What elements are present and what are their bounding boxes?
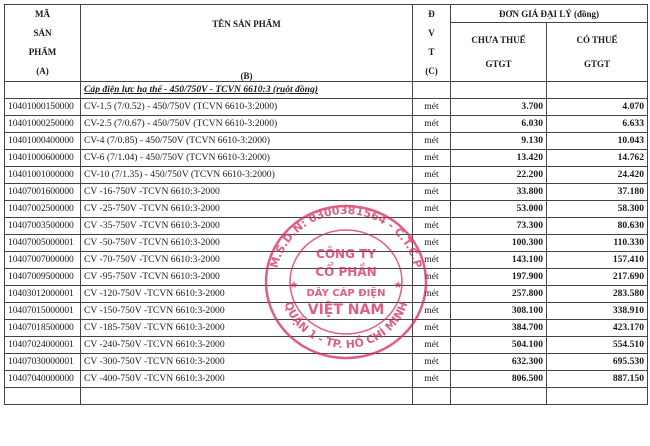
header-code-line3: PHẨM [28, 47, 57, 57]
svg-text:M.S.D.N: 0300381564 - C.T.C.P: M.S.D.N: 0300381564 - C.T.C.P [267, 203, 425, 270]
product-code: 10407018500000 [5, 320, 81, 337]
product-name: CV -25-750V -TCVN 6610:3-2000 [81, 201, 413, 218]
product-name: CV -300-750V -TCVN 6610:3-2000 [81, 354, 413, 371]
product-rows [5, 99, 648, 388]
product-unit: mét [413, 99, 451, 116]
product-name: CV -185-750V -TCVN 6610:3-2000 [81, 320, 413, 337]
product-unit: mét [413, 269, 451, 286]
header-unit-line1: Đ [428, 9, 435, 19]
price-after-tax: 423.170 [547, 320, 648, 337]
group-row [5, 82, 648, 99]
table-row [5, 252, 648, 269]
product-name: CV -400-750V -TCVN 6610:3-2000 [81, 371, 413, 388]
price-after-tax: 24.420 [547, 167, 648, 184]
price-after-tax: 157.410 [547, 252, 648, 269]
blank-cell [413, 388, 451, 405]
blank-cell [451, 388, 547, 405]
price-after-tax: 887.150 [547, 371, 648, 388]
price-before-tax: 632.300 [451, 354, 547, 371]
svg-text:VIỆT NAM: VIỆT NAM [307, 302, 385, 318]
price-after-tax: 4.070 [547, 99, 648, 116]
header-name-label: TÊN SẢN PHẨM [212, 18, 281, 29]
table-row [5, 201, 648, 218]
table-row [5, 167, 648, 184]
price-before-tax: 197.900 [451, 269, 547, 286]
product-name: CV-2.5 (7/0.67) - 450/750V (TCVN 6610-3:2000) [81, 116, 413, 133]
price-before-tax: 3.700 [451, 99, 547, 116]
price-before-tax: 504.100 [451, 337, 547, 354]
header-code-line4: (A) [36, 66, 49, 76]
header-code-line2: SẢN [33, 28, 52, 38]
product-unit: mét [413, 354, 451, 371]
group-unit-cell [413, 82, 451, 99]
table-row [5, 150, 648, 167]
table-row [5, 133, 648, 150]
product-code: 10407001600000 [5, 184, 81, 201]
header-unit-line4: (C) [425, 66, 438, 76]
price-before-tax: 6.030 [451, 116, 547, 133]
group-title: Cáp điện lực hạ thế - 450/750V - TCVN 6610:3 (ruột đồng) [81, 82, 413, 99]
price-before-tax: 9.130 [451, 133, 547, 150]
price-after-tax: 695.530 [547, 354, 648, 371]
table-row [5, 116, 648, 133]
product-unit: mét [413, 133, 451, 150]
table-row [5, 184, 648, 201]
product-unit: mét [413, 286, 451, 303]
blank-cell [81, 388, 413, 405]
table-row [5, 354, 648, 371]
product-code: 10401000400000 [5, 133, 81, 150]
price-table [4, 4, 648, 405]
table-row [5, 337, 648, 354]
product-name: CV -35-750V -TCVN 6610:3-2000 [81, 218, 413, 235]
price-before-tax: 143.100 [451, 252, 547, 269]
product-code: 10407005000001 [5, 235, 81, 252]
header-name [81, 5, 413, 82]
price-after-tax: 554.510 [547, 337, 648, 354]
product-unit: mét [413, 116, 451, 133]
price-after-tax: 338.910 [547, 303, 648, 320]
product-unit: mét [413, 320, 451, 337]
product-name: CV-1.5 (7/0.52) - 450/750V (TCVN 6610-3:2000) [81, 99, 413, 116]
product-code: 10401000150000 [5, 99, 81, 116]
price-before-tax: 257.800 [451, 286, 547, 303]
product-name: CV -150-750V -TCVN 6610:3-2000 [81, 303, 413, 320]
product-name: CV-4 (7/0.85) - 450/750V (TCVN 6610-3:2000) [81, 133, 413, 150]
product-name: CV -120-750V -TCVN 6610:3-2000 [81, 286, 413, 303]
product-name: CV -70-750V -TCVN 6610:3-2000 [81, 252, 413, 269]
product-code: 10407007000000 [5, 252, 81, 269]
price-after-tax: 6.633 [547, 116, 648, 133]
header-before-tax-l2: GTGT [485, 59, 512, 70]
blank-row [5, 388, 648, 405]
table-row [5, 99, 648, 116]
table-row [5, 218, 648, 235]
product-unit: mét [413, 167, 451, 184]
group-code-cell [5, 82, 81, 99]
product-code: 10407002500000 [5, 201, 81, 218]
product-unit: mét [413, 337, 451, 354]
product-name: CV -16-750V -TCVN 6610:3-2000 [81, 184, 413, 201]
product-unit: mét [413, 235, 451, 252]
header-unit-line3: T [428, 47, 435, 57]
header-after-tax-l1: CÓ THUẾ [576, 35, 618, 46]
product-code: 10401001000000 [5, 167, 81, 184]
svg-text:QUẬN 1 - TP. HỒ CHÍ MINH: QUẬN 1 - TP. HỒ CHÍ MINH [281, 299, 411, 352]
product-unit: mét [413, 201, 451, 218]
product-code: 10407040000000 [5, 371, 81, 388]
svg-text:★: ★ [289, 280, 299, 291]
price-after-tax: 58.300 [547, 201, 648, 218]
product-code: 10407024000001 [5, 337, 81, 354]
price-before-tax: 806.500 [451, 371, 547, 388]
product-name: CV -240-750V -TCVN 6610:3-2000 [81, 337, 413, 354]
product-code: 10407003500000 [5, 218, 81, 235]
product-unit: mét [413, 252, 451, 269]
price-before-tax: 22.200 [451, 167, 547, 184]
product-code: 10401000600000 [5, 150, 81, 167]
price-after-tax: 37.180 [547, 184, 648, 201]
product-name: CV-6 (7/1.04) - 450/750V (TCVN 6610-3:2000) [81, 150, 413, 167]
table-row [5, 303, 648, 320]
price-before-tax: 13.420 [451, 150, 547, 167]
table-row [5, 286, 648, 303]
price-before-tax: 100.300 [451, 235, 547, 252]
header-price-group: ĐƠN GIÁ ĐẠI LÝ (đồng) [451, 5, 648, 23]
product-name: CV -95-750V -TCVN 6610:3-2000 [81, 269, 413, 286]
price-before-tax: 384.700 [451, 320, 547, 337]
group-before-cell [451, 82, 547, 99]
price-after-tax: 80.630 [547, 218, 648, 235]
price-after-tax: 10.043 [547, 133, 648, 150]
price-after-tax: 110.330 [547, 235, 648, 252]
svg-text:CỔ PHẦN: CỔ PHẦN [315, 265, 377, 279]
header-unit-line2: V [428, 28, 435, 38]
table-row [5, 371, 648, 388]
header-code-line1: MÃ [35, 9, 50, 19]
price-before-tax: 73.300 [451, 218, 547, 235]
price-after-tax: 217.690 [547, 269, 648, 286]
product-name: CV -50-750V -TCVN 6610:3-2000 [81, 235, 413, 252]
product-code: 10407030000001 [5, 354, 81, 371]
product-unit: mét [413, 150, 451, 167]
header-row-top [5, 5, 648, 23]
header-after-tax-l2: GTGT [584, 59, 611, 70]
table-row [5, 235, 648, 252]
price-after-tax: 14.762 [547, 150, 648, 167]
svg-text:DÂY CÁP ĐIỆN: DÂY CÁP ĐIỆN [306, 288, 386, 299]
header-name-col: (B) [240, 70, 253, 81]
price-after-tax: 283.580 [547, 286, 648, 303]
product-unit: mét [413, 371, 451, 388]
product-name: CV-10 (7/1.35) - 450/750V (TCVN 6610-3:2000) [81, 167, 413, 184]
product-code: 10403012000001 [5, 286, 81, 303]
header-code [5, 5, 81, 82]
product-code: 10407009500000 [5, 269, 81, 286]
table-row [5, 269, 648, 286]
product-unit: mét [413, 184, 451, 201]
header-before-tax-l1: CHƯA THUẾ [471, 35, 526, 46]
blank-cell [5, 388, 81, 405]
price-before-tax: 33.800 [451, 184, 547, 201]
header-after-tax [547, 23, 648, 82]
table-row [5, 320, 648, 337]
blank-cell [547, 388, 648, 405]
header-unit [413, 5, 451, 82]
price-before-tax: 53.000 [451, 201, 547, 218]
product-code: 10407015000001 [5, 303, 81, 320]
svg-text:★: ★ [393, 280, 403, 291]
group-after-cell [547, 82, 648, 99]
product-unit: mét [413, 218, 451, 235]
header-before-tax [451, 23, 547, 82]
product-code: 10401000250000 [5, 116, 81, 133]
svg-text:CÔNG TY: CÔNG TY [316, 247, 376, 261]
price-before-tax: 308.100 [451, 303, 547, 320]
product-unit: mét [413, 303, 451, 320]
